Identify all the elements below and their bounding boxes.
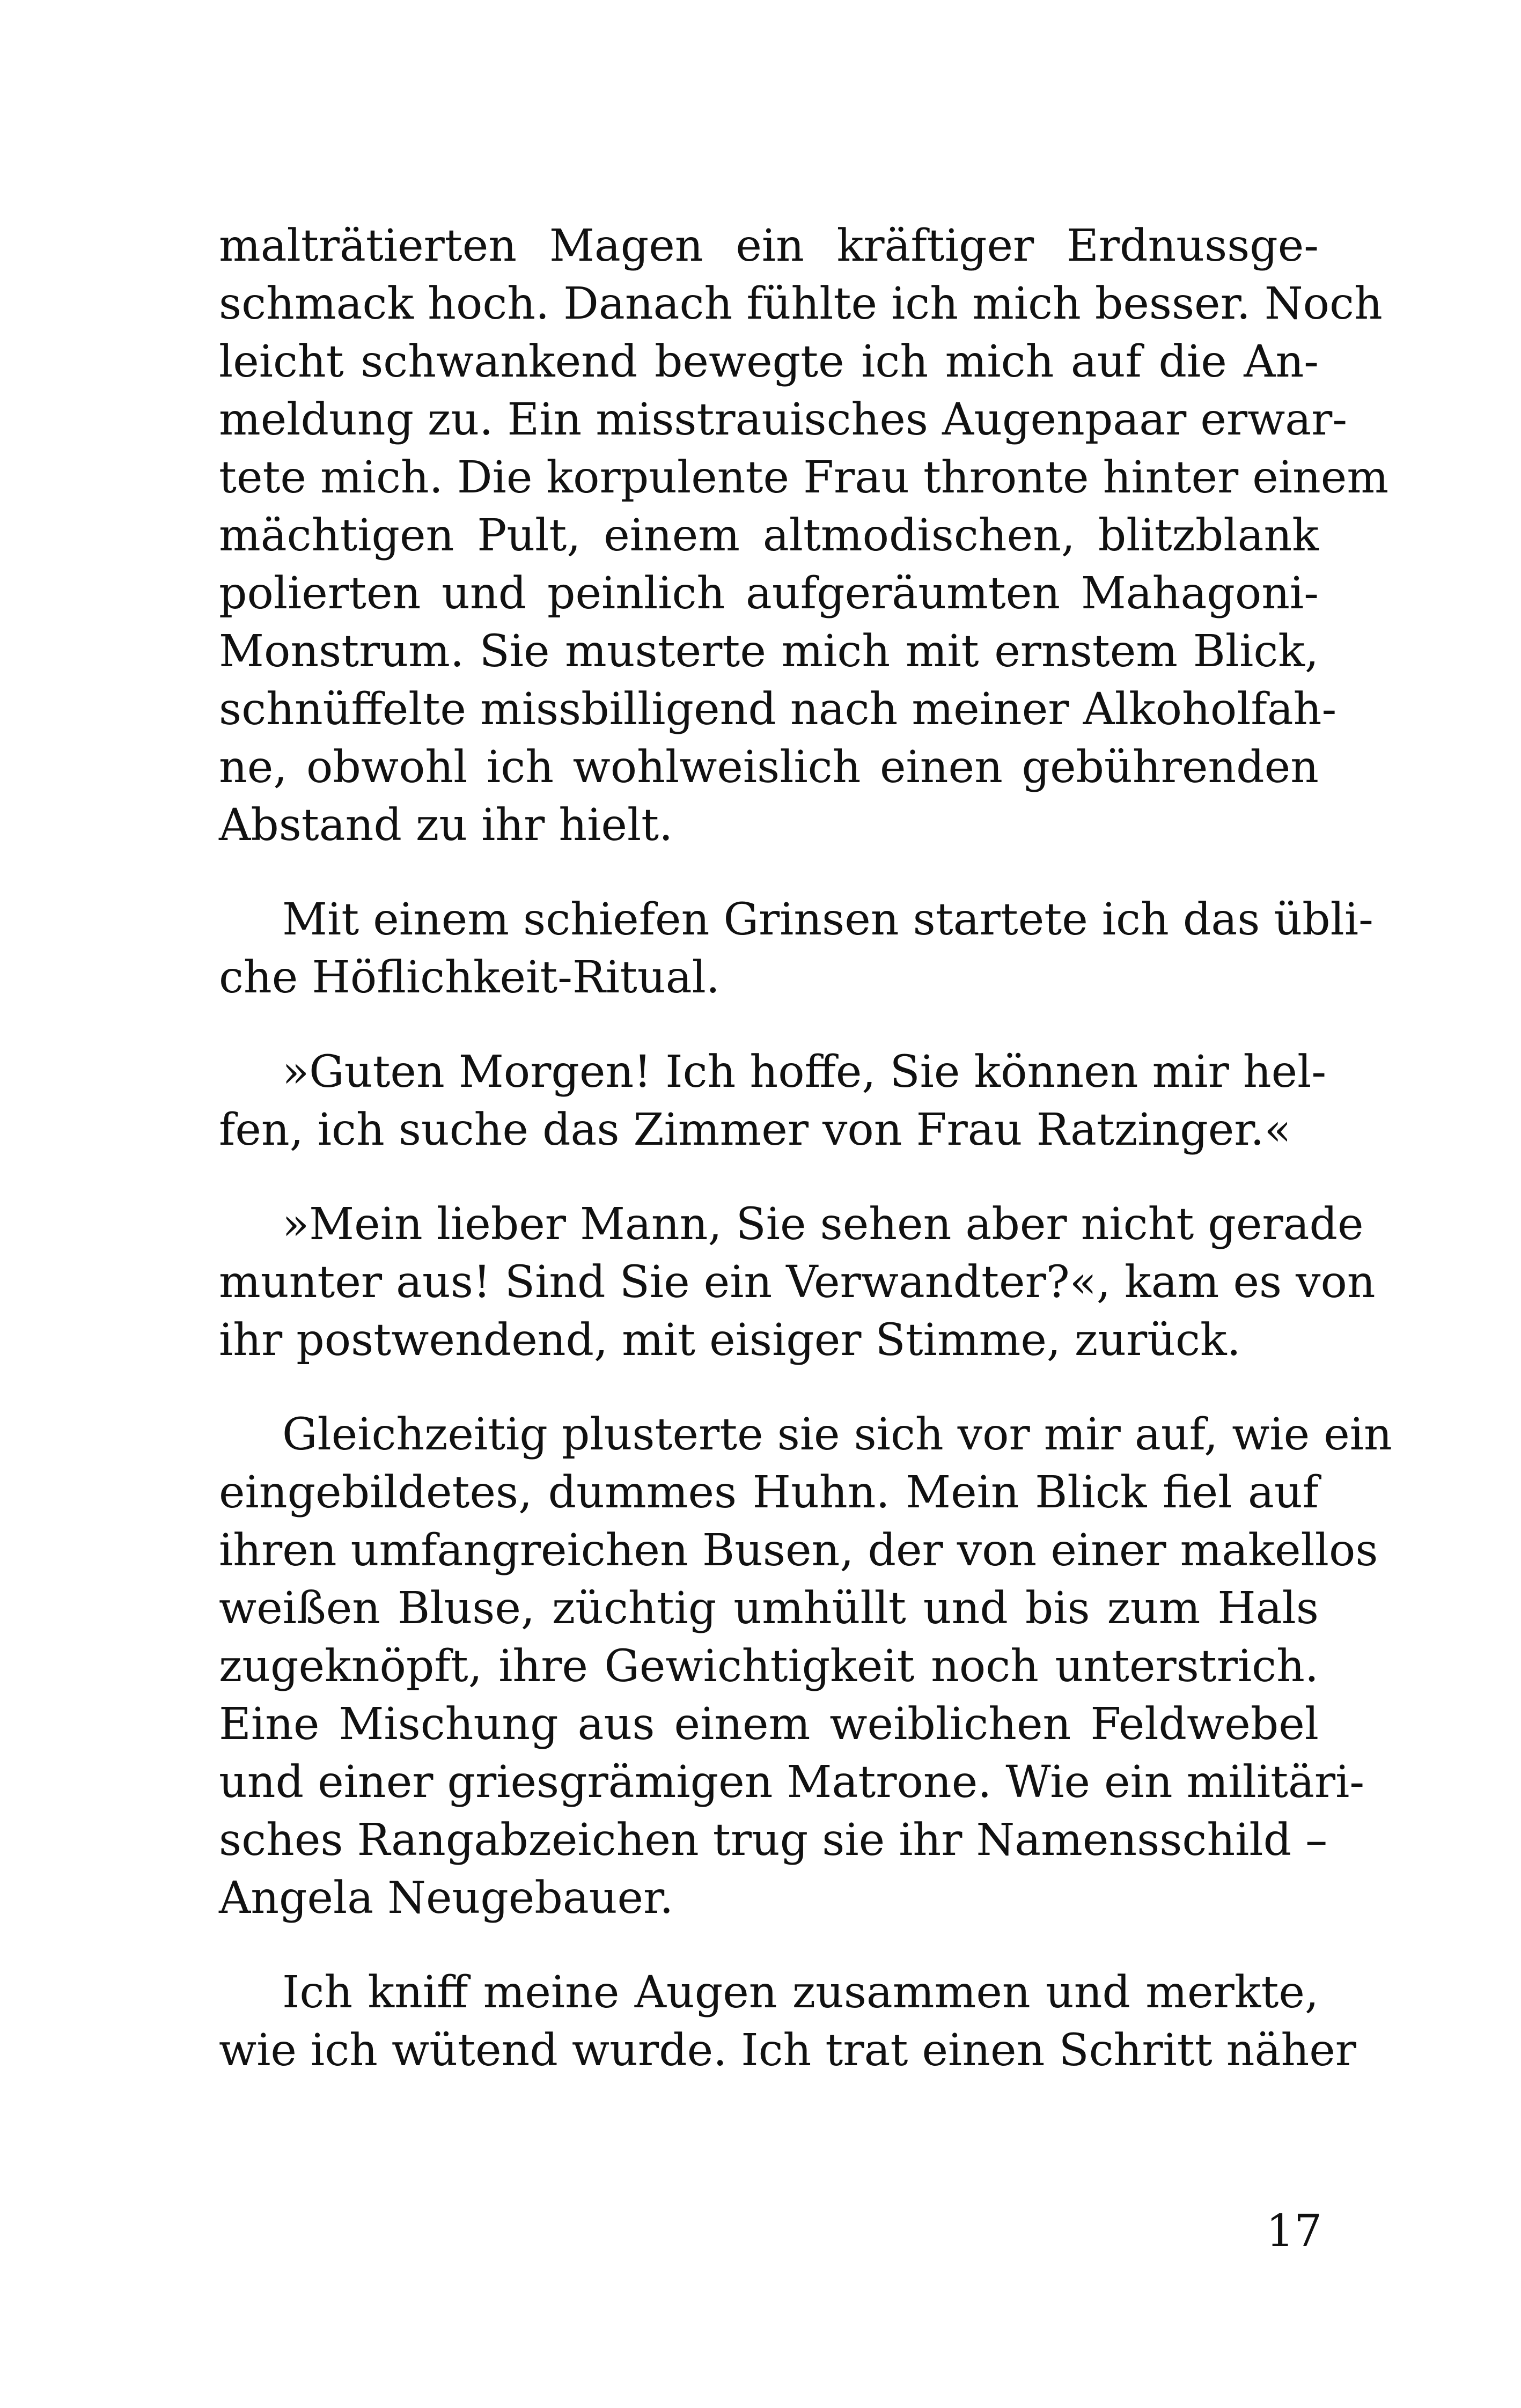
paragraph (219, 1043, 1327, 1159)
text-line: leicht schwankend bewegte ich mich auf die An- (219, 336, 1319, 387)
text-line: Mit einem schiefen Grinsen startete ich das übli- (282, 894, 1373, 945)
paragraph (219, 1406, 1392, 1927)
text-line: fen, ich suche das Zimmer von Frau Ratzinger.« (219, 1104, 1291, 1155)
text-line: polierten und peinlich aufgeräumten Mahagoni- (219, 568, 1319, 619)
body-text (219, 217, 1392, 2080)
text-line: munter aus! Sind Sie ein Verwandter?«, kam es von (219, 1257, 1376, 1308)
text-line: weißen Bluse, züchtig umhüllt und bis zum Hals (219, 1583, 1319, 1634)
text-line: ihren umfangreichen Busen, der von einer makellos (219, 1525, 1378, 1576)
text-line: che Höflichkeit-Ritual. (219, 952, 720, 1003)
text-line: mächtigen Pult, einem altmodischen, blitzblank (219, 510, 1319, 561)
text-line: ne, obwohl ich wohlweislich einen gebührenden (219, 742, 1319, 793)
text-line: Angela Neugebauer. (219, 1873, 674, 1924)
text-line: Ich kniff meine Augen zusammen und merkte, (282, 1967, 1319, 2018)
text-line: Gleichzeitig plusterte sie sich vor mir auf, wie ein (282, 1409, 1392, 1460)
text-line: zugeknöpft, ihre Gewichtigkeit noch unterstrich. (219, 1641, 1319, 1692)
text-line: meldung zu. Ein misstrauisches Augenpaar erwar- (219, 394, 1348, 445)
text-line: wie ich wütend wurde. Ich trat einen Schritt näher (219, 2025, 1356, 2076)
text-line: tete mich. Die korpulente Frau thronte hinter einem (219, 452, 1389, 503)
text-line: »Guten Morgen! Ich hoffe, Sie können mir hel- (282, 1047, 1327, 1098)
text-line: »Mein lieber Mann, Sie sehen aber nicht gerade (282, 1199, 1364, 1250)
text-line: ihr postwendend, mit eisiger Stimme, zurück. (219, 1315, 1241, 1366)
page-number: 17 (1266, 2206, 1322, 2257)
paragraph (219, 217, 1389, 855)
text-line: schmack hoch. Danach fühlte ich mich besser. Noch (219, 278, 1383, 329)
paragraph (219, 1964, 1356, 2080)
paragraph (219, 1196, 1376, 1369)
text-line: Abstand zu ihr hielt. (219, 800, 673, 851)
text-line: eingebildetes, dummes Huhn. Mein Blick fiel auf (219, 1467, 1319, 1518)
text-line: sches Rangabzeichen trug sie ihr Namensschild – (219, 1815, 1328, 1866)
paragraph (219, 891, 1373, 1007)
text-line: Monstrum. Sie musterte mich mit ernstem Blick, (219, 626, 1319, 677)
text-line: Eine Mischung aus einem weiblichen Feldwebel (219, 1699, 1319, 1750)
text-line: und einer griesgrämigen Matrone. Wie ein militäri- (219, 1757, 1365, 1808)
text-line: malträtierten Magen ein kräftiger Erdnussge- (219, 220, 1319, 271)
text-line: schnüffelte missbilligend nach meiner Alkoholfah- (219, 684, 1337, 735)
